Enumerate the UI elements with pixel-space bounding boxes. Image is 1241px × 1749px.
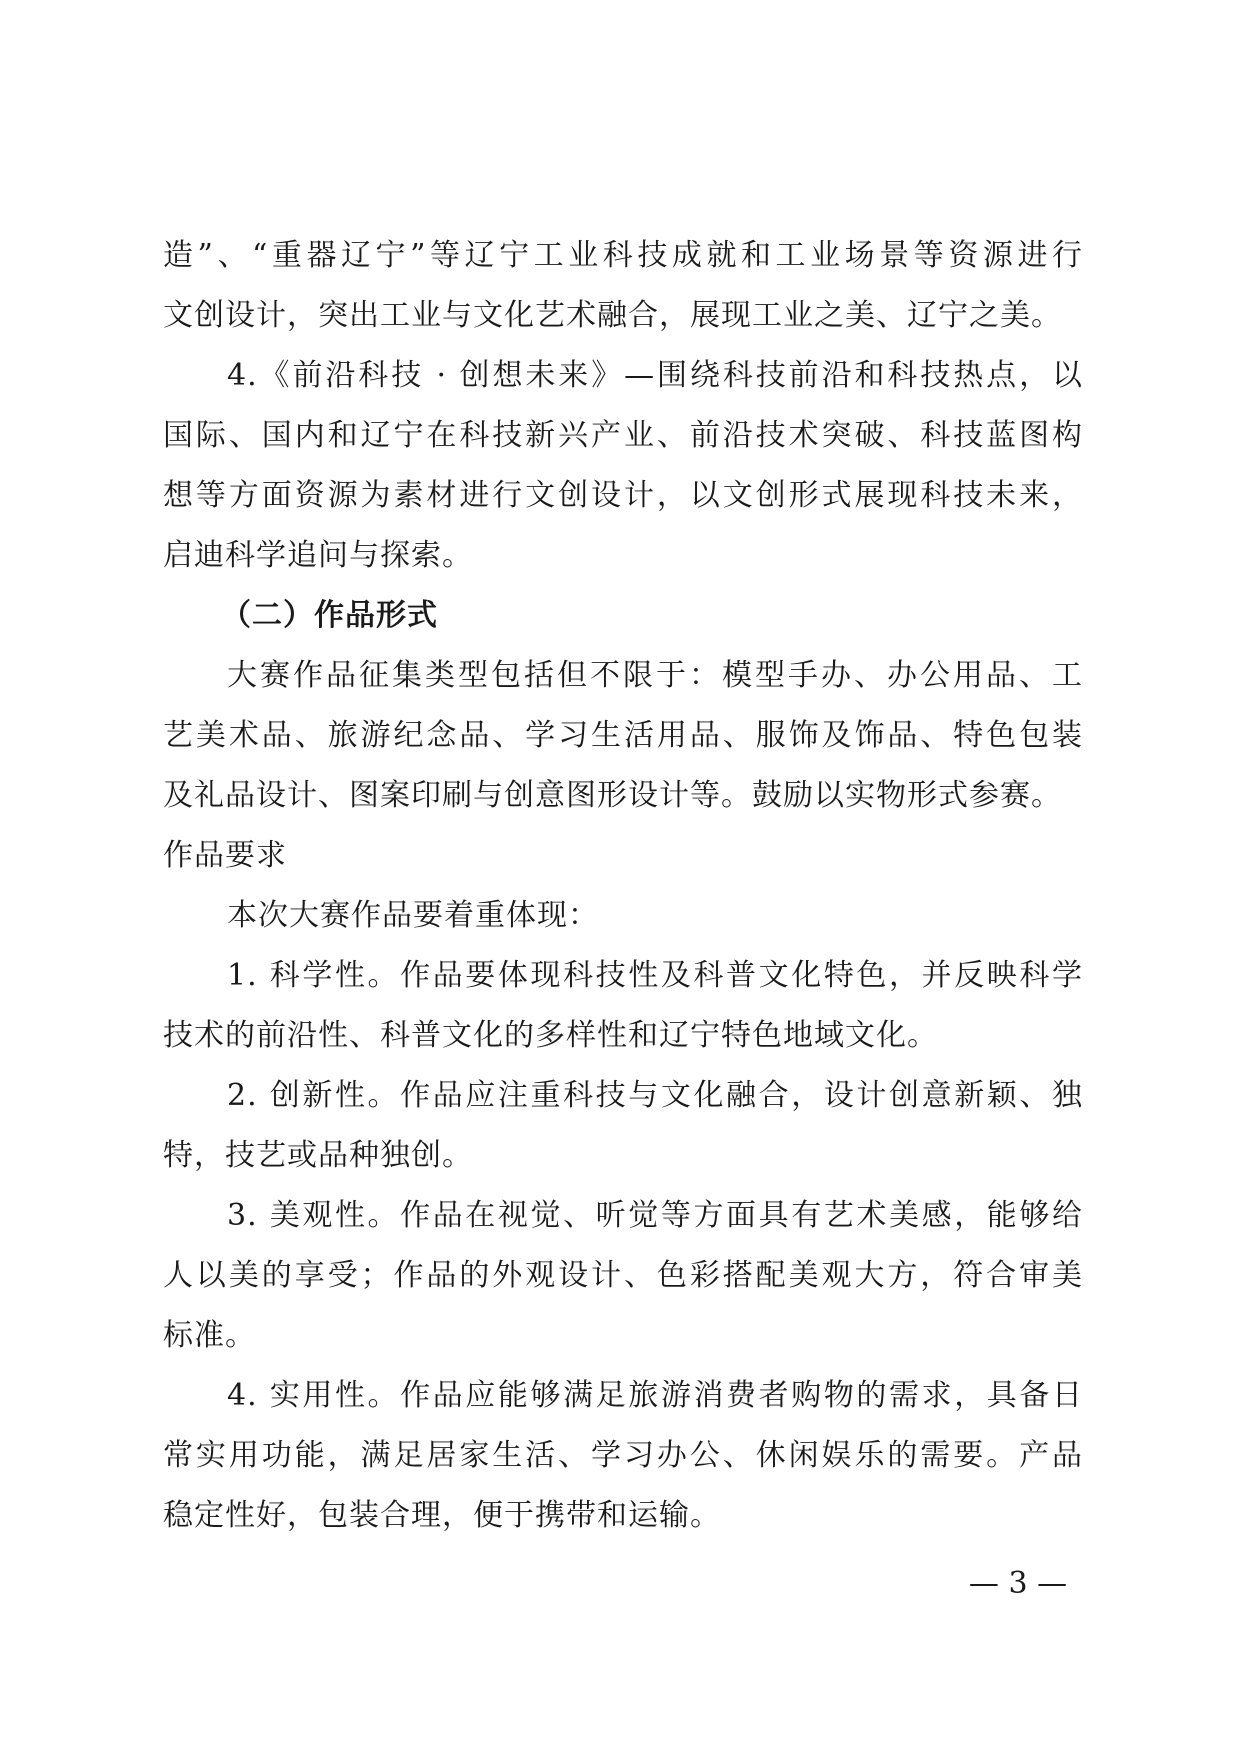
- paragraph-line: 标准。: [163, 1318, 256, 1353]
- paragraph-line: 4.《前沿科技 · 创想未来》—围绕科技前沿和科技热点，以: [227, 358, 1083, 393]
- subheading-line: 作品要求: [163, 838, 287, 873]
- paragraph-line: 本次大赛作品要着重体现：: [227, 898, 599, 933]
- paragraph-line: 造”、“重器辽宁”等辽宁工业科技成就和工业场景等资源进行: [163, 238, 1083, 273]
- paragraph-line: 3. 美观性。作品在视觉、听觉等方面具有艺术美感，能够给: [227, 1198, 1083, 1233]
- paragraph-line: 稳定性好，包装合理，便于携带和运输。: [163, 1498, 721, 1533]
- paragraph-line: 技术的前沿性、科普文化的多样性和辽宁特色地域文化。: [163, 1018, 938, 1053]
- paragraph-line: 2. 创新性。作品应注重科技与文化融合，设计创意新颖、独: [227, 1078, 1083, 1113]
- page-number: — 3 —: [968, 1566, 1068, 1601]
- paragraph-line: 大赛作品征集类型包括但不限于：模型手办、办公用品、工: [227, 658, 1083, 693]
- paragraph-line: 1. 科学性。作品要体现科技性及科普文化特色，并反映科学: [227, 958, 1083, 993]
- paragraph-line: 4. 实用性。作品应能够满足旅游消费者购物的需求，具备日: [227, 1378, 1083, 1413]
- paragraph-line: 想等方面资源为素材进行文创设计，以文创形式展现科技未来，: [163, 478, 1083, 513]
- document-body: [163, 226, 1083, 1546]
- paragraph-line: 文创设计，突出工业与文化艺术融合，展现工业之美、辽宁之美。: [163, 298, 1062, 333]
- paragraph-line: 国际、国内和辽宁在科技新兴产业、前沿技术突破、科技蓝图构: [163, 418, 1083, 453]
- paragraph-line: 及礼品设计、图案印刷与创意图形设计等。鼓励以实物形式参赛。: [163, 778, 1062, 813]
- paragraph-line: 特，技艺或品种独创。: [163, 1138, 473, 1173]
- paragraph-line: 常实用功能，满足居家生活、学习办公、休闲娱乐的需要。产品: [163, 1438, 1083, 1473]
- paragraph-line: 启迪科学追问与探索。: [163, 538, 473, 573]
- paragraph-line: 人以美的享受；作品的外观设计、色彩搭配美观大方，符合审美: [163, 1258, 1083, 1293]
- paragraph-line: 艺美术品、旅游纪念品、学习生活用品、服饰及饰品、特色包装: [163, 718, 1083, 753]
- section-heading: （二）作品形式: [221, 598, 438, 633]
